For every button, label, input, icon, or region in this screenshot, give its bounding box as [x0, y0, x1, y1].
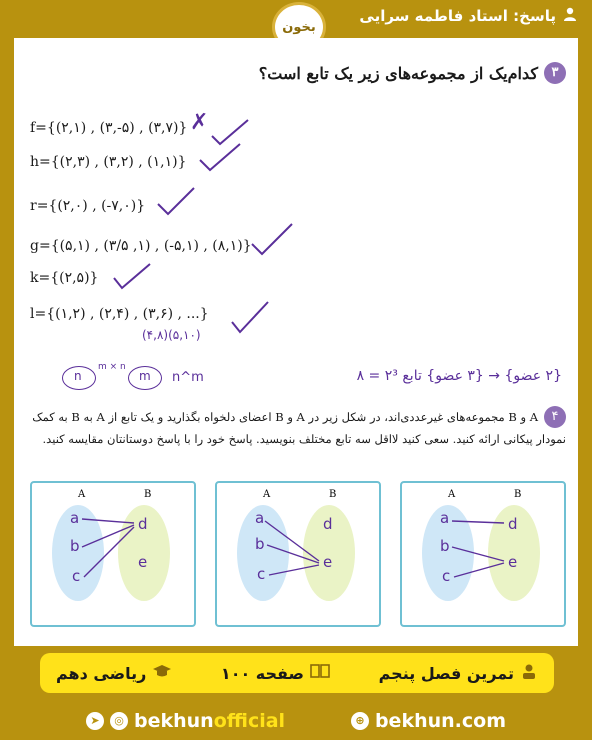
set-h-text: h={(۲,۳) , (۳,۲) , (۱,۱)} — [30, 154, 187, 170]
instagram-icon[interactable]: ◎ — [110, 712, 128, 730]
handle-prefix: bekhun — [134, 710, 214, 732]
arrow-diagram-2 — [215, 481, 381, 627]
handwritten-set-m — [128, 366, 162, 390]
website-link[interactable] — [351, 710, 506, 732]
question-3-text: کدام‌یک از مجموعه‌های زیر یک تابع است؟ — [258, 63, 538, 83]
diagram-3-d: d — [508, 515, 518, 533]
answer-text: پاسخ: استاد فاطمه سرایی — [359, 7, 556, 25]
set-g — [30, 238, 252, 254]
lesson-item — [379, 662, 538, 684]
diagram-3-c: c — [442, 567, 451, 585]
check-mark-r — [156, 186, 196, 216]
diagram-1-set-a-label: A — [78, 489, 86, 500]
check-mark-k — [112, 262, 152, 290]
diagram-3-e: e — [508, 553, 518, 571]
header — [0, 0, 592, 38]
bottom-links — [0, 702, 592, 740]
diagram-1-c: c — [72, 567, 81, 585]
diagram-2-c: c — [257, 565, 266, 583]
diagram-2-e: e — [323, 553, 333, 571]
diagram-3-set-b-label: B — [514, 489, 522, 500]
social-handle[interactable] — [86, 710, 285, 732]
set-l — [30, 306, 209, 322]
handwritten-formula: {۲ عضو} → {۳ عضو} تابع ۲³ = ۸ — [356, 368, 562, 384]
globe-icon: ⊕ — [351, 712, 369, 730]
person-icon — [520, 662, 538, 684]
set-f — [30, 120, 187, 136]
question-3-number: ۳ — [544, 62, 566, 84]
diagram-2-b: b — [255, 535, 265, 553]
handwritten-n-label: n — [74, 369, 82, 383]
graduation-cap-icon — [152, 663, 172, 683]
diagram-1-set-b-label: B — [144, 489, 152, 500]
set-k — [30, 270, 98, 286]
diagram-3-a: a — [440, 509, 450, 527]
check-mark-g — [250, 222, 294, 256]
set-r — [30, 198, 145, 214]
set-k-text: k={(۲,۵)} — [30, 270, 99, 286]
diagram-3-b: b — [440, 537, 450, 555]
set-f-text: f={(۲,۱) , (۳,-۵) , (۳,۷)} — [30, 120, 188, 136]
diagram-1-d: d — [138, 515, 148, 533]
page-item — [221, 663, 330, 683]
diagram-1-e: e — [138, 553, 148, 571]
cross-mark: ✗ — [190, 110, 209, 135]
handwritten-set-n — [62, 366, 96, 390]
subject-item — [56, 663, 172, 683]
question-4-number: ۴ — [544, 406, 566, 428]
answer-label — [359, 6, 578, 26]
book-icon — [310, 663, 330, 683]
set-g-text: g={(۵,۱) , (۳/۵ ,۱) , (-۵,۱) , (۸,۱)} — [30, 238, 252, 254]
user-icon — [562, 6, 578, 26]
diagram-2-d: d — [323, 515, 333, 533]
logo-text: بخون — [282, 19, 316, 35]
diagram-2-set-b-label: B — [329, 489, 337, 500]
handwritten-m-label: m — [139, 369, 151, 383]
question-4 — [30, 406, 566, 450]
handwritten-power: n^m — [172, 370, 204, 385]
diagram-2-drawing — [217, 483, 379, 625]
check-mark-l — [230, 300, 270, 334]
page-label: صفحه ۱۰۰ — [220, 663, 304, 683]
diagram-1-b: b — [70, 537, 80, 555]
diagram-2-set-a-label: A — [263, 489, 271, 500]
diagram-1-drawing — [32, 483, 194, 625]
lesson-label: تمرین فصل پنجم — [378, 663, 514, 683]
handwritten-mn: m × n — [98, 362, 126, 372]
question-3-title — [259, 62, 566, 84]
arrow-diagram-3 — [400, 481, 566, 627]
subject-label: ریاضی دهم — [56, 663, 147, 683]
lesson-info-bar — [40, 653, 554, 693]
handwritten-note — [62, 358, 562, 404]
question-4-text: A و B مجموعه‌های غیرعددی‌اند، در شکل زیر در A و B اعضای دلخواه بگذارید و یک تابع از A به B به کمک نمودار پیکانی ارائه کنید. سعی کنید لااقل سه تابع مختلف بنویسید. پاسخ خود را با پاسخ دوستانتان مقایسه کنید. — [32, 410, 566, 446]
check-mark-h — [198, 142, 242, 172]
diagram-1-a: a — [70, 509, 80, 527]
worksheet-page — [14, 38, 578, 646]
diagram-2-a: a — [255, 509, 265, 527]
set-l-text: l={(۱,۲) , (۲,۴) , (۳,۶) , ...} — [30, 306, 209, 322]
set-h — [30, 154, 187, 170]
set-r-text: r={(۲,۰) , (-۷,۰)} — [30, 198, 146, 214]
website-text: bekhun.com — [374, 710, 506, 732]
handle-suffix: official — [213, 710, 286, 732]
l-handwritten-note: (۴,۸)(۵,۱۰) — [142, 328, 201, 342]
arrow-diagram-1 — [30, 481, 196, 627]
diagram-3-set-a-label: A — [448, 489, 456, 500]
diagram-3-drawing — [402, 483, 564, 625]
telegram-icon[interactable]: ➤ — [86, 712, 104, 730]
